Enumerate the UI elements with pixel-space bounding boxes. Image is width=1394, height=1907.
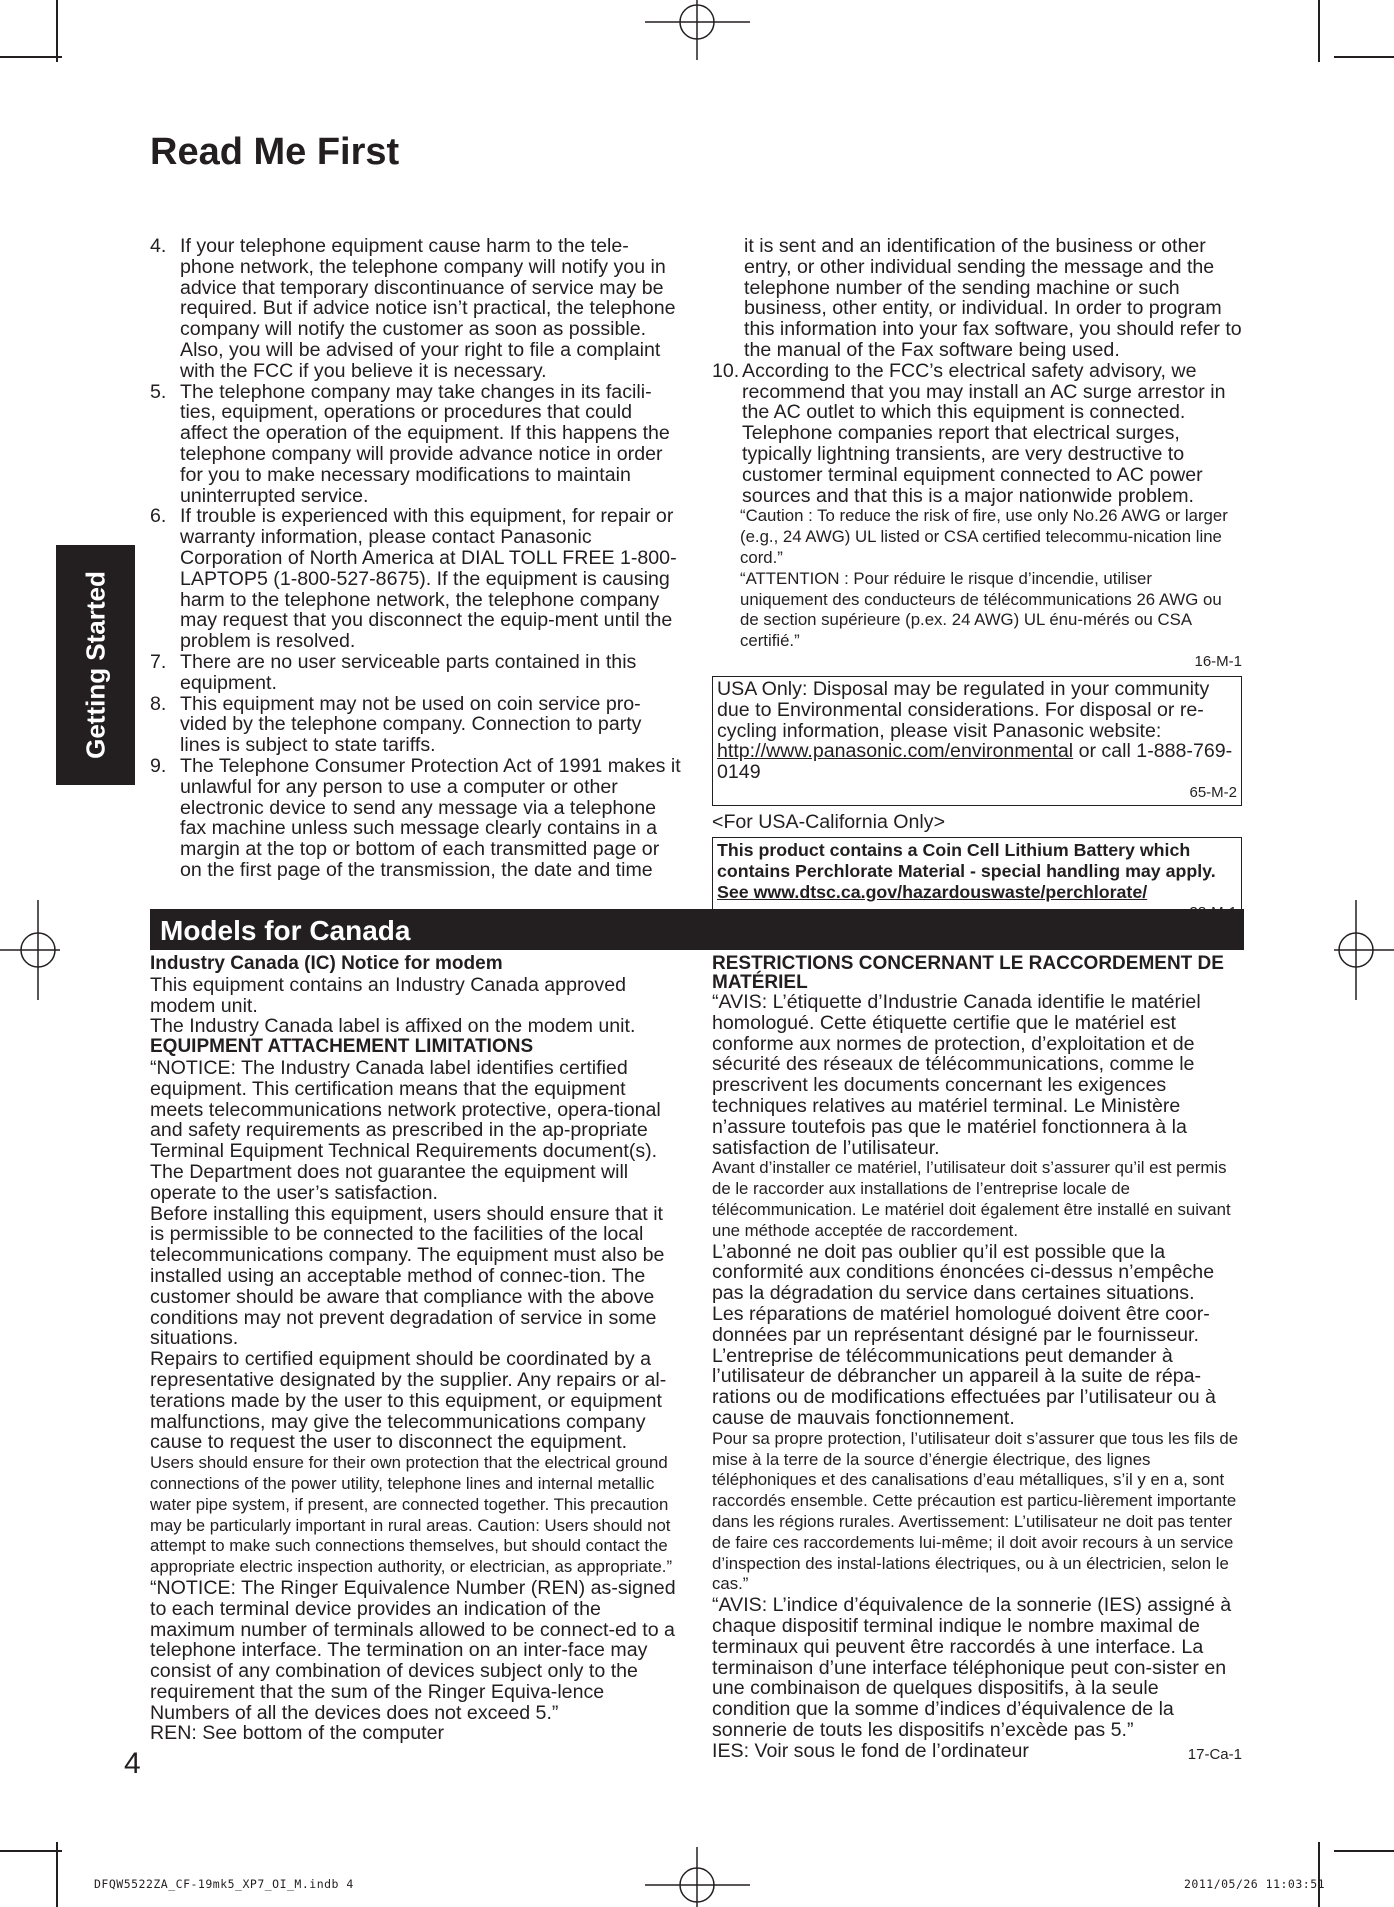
list-item — [712, 361, 1242, 507]
page-number: 4 — [124, 1747, 141, 1780]
paragraph: “AVIS: L’étiquette d’Industrie Canada identifie le matériel homologué. Cette étiquette certifie que le matériel est conforme aux normes de protection, d’exploitation et de sécurité des réseaux de télécommunications, comme le prescrivent les documents concernant les exigences techniques relatives au matériel terminal. Le Ministère n’assure toutefois pas que le matériel fonctionnera à la satisfaction de l’utilisateur. — [712, 991, 1201, 1159]
paragraph: Avant d’installer ce matériel, l’utilisateur doit s’assurer qu’il est permis de le raccorder aux installations de l’entreprise locale de télécommunication. Le matériel doit également être installé en suivant une méthode acceptée de raccordement. — [712, 1158, 1231, 1240]
list-number: 5. — [150, 380, 167, 403]
usa-box-text: USA Only: Disposal may be regulated in your community due to Environmental considerations. For disposal or re-cycling information, please visit Panasonic website: — [717, 677, 1210, 742]
crop-mark — [1318, 1842, 1320, 1907]
list-number: 10. — [712, 359, 740, 382]
registration-mark — [1334, 900, 1394, 1000]
crop-mark — [1318, 0, 1320, 62]
paragraph — [712, 1741, 1242, 1762]
footer-timestamp: 2011/05/26 11:03:51 — [1184, 1877, 1326, 1891]
crop-mark — [0, 56, 62, 58]
ies-note: IES: Voir sous le fond de l’ordinateur — [712, 1739, 1029, 1762]
section-title: Models for Canada — [160, 915, 411, 946]
paragraph: Les réparations de matériel homologué doivent être coor-données par un représentant désigné par le fournisseur. L’entreprise de télécommunications peut demander à l’utilisateur de débrancher un appareil à la suite de répa-rations ou de modifications effectuées par l’utilisateur ou à cause de mauvais fonctionnement. — [712, 1302, 1216, 1429]
top-left-column — [150, 236, 682, 881]
list-text: If your telephone equipment cause harm to the tele-phone network, the telephone company will notify you in advice that temporary discontinuance of service may be required. But if advice notice isn’t practical, the telephone company will notify the customer as soon as possible. Also, you will be advised of your right to file a complaint with the FCC if you believe it is necessary. — [180, 235, 676, 382]
registration-mark — [0, 900, 60, 1000]
list-item — [150, 756, 682, 881]
paragraph: Repairs to certified equipment should be coordinated by a representative designated by the supplier. Any repairs or al-terations made by the user to this equipment, or equipment malfunctions, may give the telecommunications company cause to request the user to disconnect the equipment. — [150, 1348, 667, 1454]
list-text: The telephone company may take changes in its facili-ties, equipment, operations or procedures that could affect the operation of the equipment. If this happens the telephone company will provide advance notice in order for you to make necessary modifications to maintain uninterrupted service. — [180, 380, 670, 507]
reference-code: 65-M-2 — [1189, 783, 1237, 801]
list-item — [150, 382, 682, 507]
list-item — [150, 236, 682, 382]
list-number: 4. — [150, 235, 167, 257]
bottom-right-column — [712, 954, 1242, 1765]
crop-mark — [56, 0, 58, 62]
registration-mark — [645, 0, 750, 60]
paragraph: “NOTICE: The Industry Canada label identifies certified equipment. This certification means that the equipment meets telecommunications network protective, opera-tional and safety requirements as prescribed in the ap-propriate Terminal Equipment Technical Requirements document(s). The Department does not guarantee the equipment will operate to the user’s satisfaction. — [150, 1056, 661, 1204]
footer-filename: DFQW5522ZA_CF-19mk5_XP7_OI_M.indb 4 — [94, 1877, 354, 1891]
list-item — [150, 694, 682, 756]
section-heading: RESTRICTIONS CONCERNANT LE RACCORDEMENT DE MATÉRIEL — [712, 953, 1224, 993]
perchlorate-link[interactable]: See www.dtsc.ca.gov/hazardouswaste/perchlorate/ — [717, 881, 1148, 902]
side-tab-label: Getting Started — [80, 571, 110, 759]
page-title: Read Me First — [150, 131, 400, 173]
top-right-column — [712, 236, 1242, 926]
reference-code: 17-Ca-1 — [1187, 1745, 1242, 1763]
crop-mark — [0, 1850, 62, 1852]
section-header — [150, 909, 1244, 950]
paragraph: L’abonné ne doit pas oublier qu’il est possible que la conformité aux conditions énoncées ci-dessus n’empêche pas la dégradation du service dans certaines situations. — [712, 1240, 1215, 1305]
environmental-link[interactable]: http://www.panasonic.com/environmental — [717, 740, 1074, 763]
bottom-left-column — [150, 954, 682, 1744]
list-text: There are no user serviceable parts contained in this equipment. — [180, 650, 637, 694]
paragraph: REN: See bottom of the computer — [150, 1722, 445, 1745]
list-text: The Telephone Consumer Protection Act of 1991 makes it unlawful for any person to use a computer or other electronic device to send any message via a telephone fax machine unless such message clearly contains in a margin at the top or bottom of each transmitted page or on the first page of the transmission, the date and time — [180, 754, 681, 881]
list-number: 6. — [150, 505, 167, 528]
section-heading: Industry Canada (IC) Notice for modem — [150, 953, 503, 974]
list-number: 7. — [150, 650, 167, 673]
crop-mark — [1334, 56, 1394, 58]
caution-french: “ATTENTION : Pour réduire le risque d’incendie, utiliser uniquement des conducteurs de télécommunications 26 AWG ou de section supérieure (p.ex. 24 AWG) UL énu-mérés ou CSA certifié.” — [740, 568, 1222, 651]
usa-disposal-box — [712, 676, 1242, 806]
list-text: This equipment may not be used on coin service pro-vided by the telephone company. Connection to party lines is subject to state tariffs. — [180, 692, 642, 757]
list-number: 8. — [150, 692, 167, 715]
list-number: 9. — [150, 754, 167, 777]
paragraph: “AVIS: L’indice d’équivalence de la sonnerie (IES) assigné à chaque dispositif terminal indique le nombre maximal de terminaux qui peuvent être raccordés à une interface. La terminaison d’une interface téléphonique peut con-sister en une combinaison de quelques dispositifs, à la seule condition que la somme d’indices d’équivalence de la sonnerie de touts les dispositifs n’excède pas 5.” — [712, 1594, 1232, 1741]
list-text: If trouble is experienced with this equipment, for repair or warranty information, please contact Panasonic Corporation of North America at DIAL TOLL FREE 1-800-LAPTOP5 (1-800-527-8675). If the equipment is causing harm to the telephone network, the telephone company may request that you disconnect the equip-ment until the problem is resolved. — [180, 505, 677, 653]
reference-code: 16-M-1 — [1194, 652, 1242, 670]
item9-continuation: it is sent and an identification of the business or other entry, or other individual sending the message and the telephone number of the sending machine or such business, other entity, or individual. In order to program this information into your fax software, you should refer to the manual of the Fax software being used. — [744, 235, 1242, 361]
battery-text: This product contains a Coin Cell Lithium Battery which contains Perchlorate Material - special handling may apply. — [717, 839, 1216, 881]
paragraph: This equipment contains an Industry Canada approved modem unit. — [150, 973, 626, 1017]
list-item — [150, 506, 682, 652]
crop-mark — [1334, 1850, 1394, 1852]
usa-box-tail: or call 1-888-769-0149 — [717, 740, 1233, 784]
paragraph: The Industry Canada label is affixed on the modem unit. — [150, 1015, 636, 1038]
paragraph: Users should ensure for their own protection that the electrical ground connections of the power utility, telephone lines and internal metallic water pipe system, if present, are connected together. This precaution may be particularly important in rural areas. Caution: Users should not attempt to make such connections themselves, but should contact the appropriate electric inspection authority, or electrician, as appropriate.” — [150, 1453, 673, 1577]
california-heading: <For USA-California Only> — [712, 810, 946, 833]
paragraph: Before installing this equipment, users should ensure that it is permissible to be connected to the facilities of the local telecommunications company. The equipment must also be installed using an acceptable method of connec-tion. The customer should be aware that compliance with the above conditions may not prevent degradation of service in some situations. — [150, 1202, 665, 1350]
paragraph: “NOTICE: The Ringer Equivalence Number (REN) as-signed to each terminal device provides an indication of the maximum number of terminals allowed to be connect-ed to a telephone interface. The termination on an inter-face may consist of any combination of devices subject only to the requirement that the sum of the Ringer Equiva-lence Numbers of all the devices does not exceed 5.” — [150, 1576, 676, 1724]
registration-mark — [645, 1847, 750, 1907]
side-tab — [56, 545, 135, 785]
list-item — [150, 652, 682, 694]
list-text: According to the FCC’s electrical safety advisory, we recommend that you may install an AC surge arrestor in the AC outlet to which this equipment is connected. Telephone companies report that electrical surges, typically lightning transients, are very destructive to customer terminal equipment connected to AC power sources and that this is a major nationwide problem. — [742, 359, 1226, 507]
paragraph: Pour sa propre protection, l’utilisateur doit s’assurer que tous les fils de mise à la terre de la source d’énergie électrique, des lignes téléphoniques et des canalisations d’eau métalliques, s’il y en a, sont raccordés ensemble. Cette précaution est particu-lièrement importante dans les régions rurales. Avertissement: L’utilisateur ne doit pas tenter de faire ces raccordements lui-même; il doit avoir recours à un service d’inspection des instal-lations électriques, ou à un électricien, selon le cas.” — [712, 1428, 1239, 1594]
caution-english: “Caution : To reduce the risk of fire, use only No.26 AWG or larger (e.g., 24 AWG) UL listed or CSA certified telecommu-nication line cord.” — [740, 506, 1228, 567]
section-heading: EQUIPMENT ATTACHEMENT LIMITATIONS — [150, 1036, 534, 1058]
